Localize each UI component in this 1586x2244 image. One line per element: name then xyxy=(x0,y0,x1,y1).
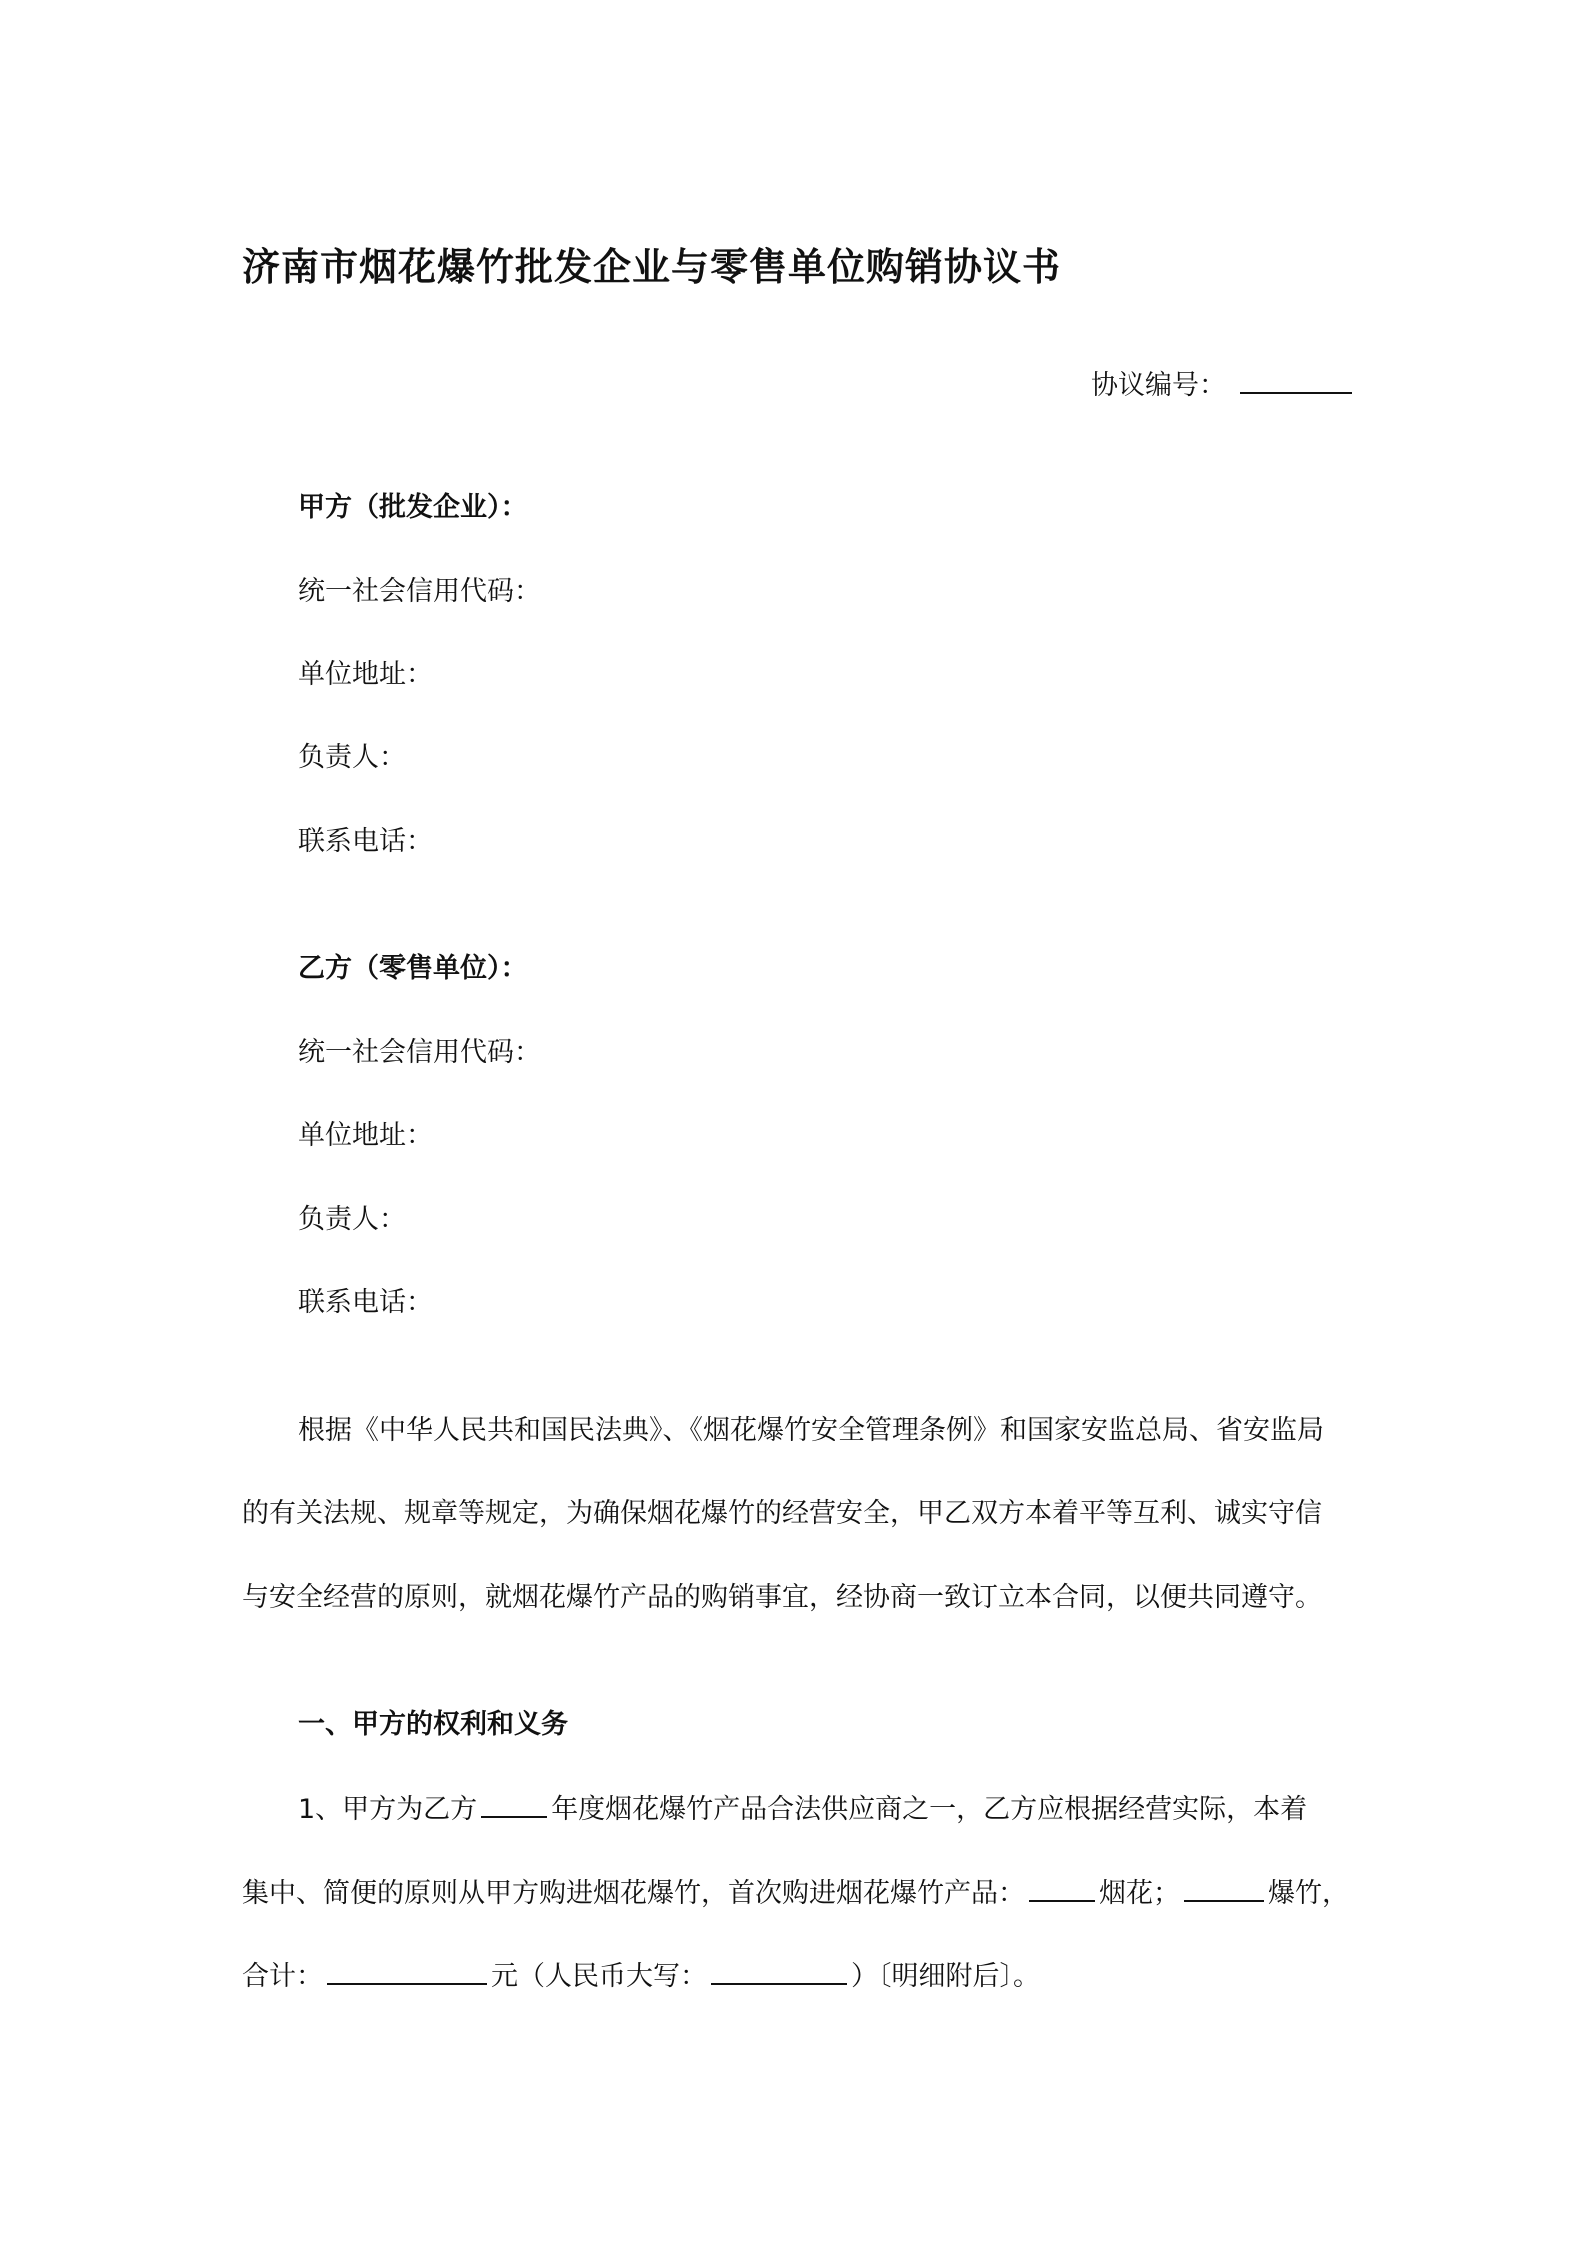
total-amount-blank[interactable] xyxy=(327,1957,487,1985)
clause-1-text-g: 元（人民币大写： xyxy=(491,1961,707,1992)
year-blank[interactable] xyxy=(481,1790,547,1818)
clause-1-text-e: 爆竹， xyxy=(1268,1878,1349,1909)
preamble-line-3: 与安全经营的原则，就烟花爆竹产品的购销事宜，经协商一致订立本合同，以便共同遵守。 xyxy=(242,1582,1322,1613)
preamble-line-1: 根据《中华人民共和国民法典》、《烟花爆竹安全管理条例》和国家安监总局、省安监局 xyxy=(298,1415,1324,1446)
party-a-phone: 联系电话： xyxy=(298,826,433,857)
clause-1-text-b: 年度烟花爆竹产品合法供应商之一，乙方应根据经营实际，本着 xyxy=(551,1794,1308,1825)
fireworks-amount-blank[interactable] xyxy=(1029,1874,1095,1902)
document-title: 济南市烟花爆竹批发企业与零售单位购销协议书 xyxy=(242,245,1062,289)
clause-1-text-a: 1、甲方为乙方 xyxy=(298,1794,478,1825)
party-b-heading: 乙方（零售单位）： xyxy=(298,953,528,984)
preamble-line-2: 的有关法规、规章等规定，为确保烟花爆竹的经营安全，甲乙双方本着平等互利、诚实守信 xyxy=(242,1498,1322,1529)
agreement-number-blank[interactable] xyxy=(1240,366,1352,394)
party-a-heading: 甲方（批发企业）： xyxy=(298,492,528,523)
party-b-principal: 负责人： xyxy=(298,1204,406,1235)
party-b-phone: 联系电话： xyxy=(298,1287,433,1318)
agreement-number-label: 协议编号： xyxy=(1091,370,1226,401)
clause-1-text-d: 烟花； xyxy=(1099,1878,1180,1909)
firecrackers-amount-blank[interactable] xyxy=(1184,1874,1264,1902)
party-a-credit-code: 统一社会信用代码： xyxy=(298,576,541,607)
clause-1-line-3 xyxy=(242,1957,1040,1995)
section-1-heading: 一、甲方的权利和义务 xyxy=(298,1709,568,1740)
party-a-address: 单位地址： xyxy=(298,659,433,690)
total-amount-words-blank[interactable] xyxy=(711,1957,847,1985)
clause-1-text-f: 合计： xyxy=(242,1961,323,1992)
clause-1-text-h: ）〔明细附后〕。 xyxy=(851,1961,1040,1992)
party-b-address: 单位地址： xyxy=(298,1120,433,1151)
party-b-credit-code: 统一社会信用代码： xyxy=(298,1037,541,1068)
party-a-principal: 负责人： xyxy=(298,742,406,773)
clause-1-text-c: 集中、简便的原则从甲方购进烟花爆竹，首次购进烟花爆竹产品： xyxy=(242,1878,1025,1909)
clause-1-line-2 xyxy=(242,1874,1349,1912)
clause-1-line-1 xyxy=(298,1790,1307,1828)
agreement-number xyxy=(1091,366,1356,404)
